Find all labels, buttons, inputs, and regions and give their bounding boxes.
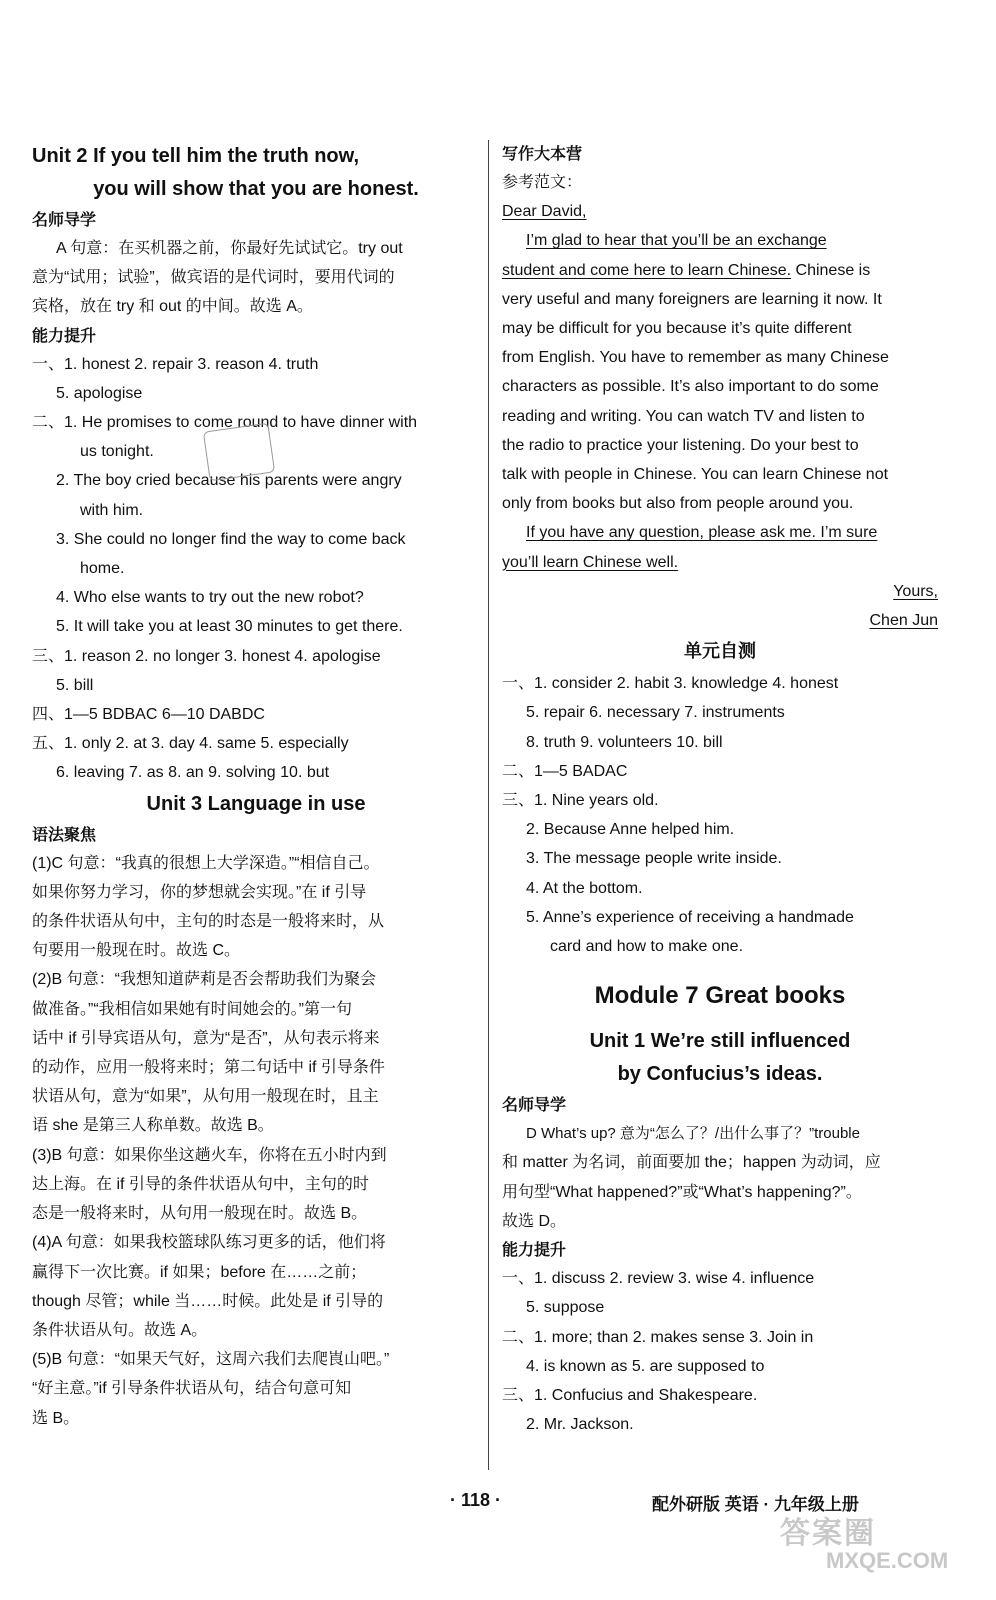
section-heading-mingshi: 名师导学 (32, 210, 97, 229)
essay-line: from English. You have to remember as many Chinese (502, 349, 889, 367)
unit3-title: Unit 3 Language in use (146, 792, 366, 815)
answer-line: 5. Anne’s experience of receiving a handmade (526, 908, 854, 926)
grammar-line: (1)C 句意：“我真的很想上大学深造。”“相信自己。 (32, 854, 380, 872)
answer-line: 5. suppose (526, 1299, 605, 1317)
grammar-line: “好主意。”if 引导条件状语从句，结合句意可知 (32, 1380, 352, 1398)
stamp-mark (203, 423, 275, 482)
essay-line: may be difficult for you because it’s quite different (502, 320, 852, 338)
answer-line: us tonight. (80, 443, 154, 461)
answer-line: 一、1. consider 2. habit 3. knowledge 4. honest (502, 675, 839, 693)
grammar-line: 如果你努力学习，你的梦想就会实现。”在 if 引导 (32, 883, 367, 901)
essay-text: Chinese is (791, 261, 871, 279)
answer-line: 8. truth 9. volunteers 10. bill (526, 733, 723, 751)
mingshi-line: 和 matter 为名词，前面要加 the；happen 为动词，应 (502, 1154, 881, 1172)
answer-line: 三、1. Confucius and Shakespeare. (502, 1386, 758, 1404)
answer-line: 二、1. more; than 2. makes sense 3. Join in (502, 1328, 814, 1346)
grammar-line: (3)B 句意：如果你坐这趟火车，你将在五小时内到 (32, 1146, 387, 1164)
answer-line: card and how to make one. (550, 938, 744, 956)
essay-line: reading and writing. You can watch TV and listen to (502, 407, 865, 425)
letter-signature-text: Chen Jun (869, 612, 938, 630)
essay-line (502, 548, 938, 577)
answer-line: 三、1. Nine years old. (502, 792, 659, 810)
answer-line: home. (80, 560, 125, 578)
mingshi-line: 宾格，放在 try 和 out 的中间。故选 A。 (32, 298, 313, 316)
essay-line (502, 256, 938, 285)
grammar-line: 达上海。在 if 引导的条件状语从句中，主句的时 (32, 1175, 369, 1193)
column-divider (488, 140, 489, 1470)
letter-salutation: Dear David, (502, 203, 587, 221)
grammar-line: 的动作，应用一般将来时；第二句话中 if 引导条件 (32, 1059, 385, 1077)
grammar-line: 做准备。”“我相信如果她有时间她会的。”第一句 (32, 1000, 352, 1018)
mingshi-line: 意为“试用；试验”，做宾语的是代词时，要用代词的 (32, 269, 395, 287)
answer-line: 2. Mr. Jackson. (526, 1416, 634, 1434)
answer-line: 二、1. He promises to come round to have dinner with (32, 414, 418, 432)
left-column (32, 140, 480, 1433)
answer-line: 4. is known as 5. are supposed to (526, 1357, 765, 1375)
answer-line: 一、1. discuss 2. review 3. wise 4. influence (502, 1270, 815, 1288)
sample-label: 参考范文： (502, 174, 583, 191)
answer-line: 6. leaving 7. as 8. an 9. solving 10. but (56, 764, 330, 782)
letter-closing-text: Yours, (893, 582, 938, 600)
answer-line: 5. apologise (56, 384, 143, 402)
answer-line: 5. repair 6. necessary 7. instruments (526, 704, 785, 722)
book-title: 配外研版 英语 · 九年级上册 (652, 1495, 859, 1514)
answer-line: 四、1—5 BDBAC 6—10 DABDC (32, 706, 265, 724)
section-heading-nengli: 能力提升 (502, 1240, 567, 1260)
grammar-line: 条件状语从句。故选 A。 (32, 1321, 208, 1339)
essay-line: If you have any question, please ask me. I’m sure (526, 524, 878, 542)
grammar-line: 的条件状语从句中，主句的时态是一般将来时，从 (32, 913, 385, 931)
grammar-line: (2)B 句意：“我想知道萨莉是否会帮助我们为聚会 (32, 971, 377, 989)
essay-line: the radio to practice your listening. Do your best to (502, 436, 859, 454)
answer-line: with him. (80, 501, 144, 519)
right-column (502, 140, 938, 1439)
section-heading-xiezuo: 写作大本营 (502, 144, 583, 163)
essay-underlined: student and come here to learn Chinese. (502, 261, 792, 279)
grammar-line: 句要用一般现在时。故选 C。 (32, 942, 241, 960)
essay-line: very useful and many foreigners are learning it now. It (502, 290, 882, 308)
section-heading-nengli: 能力提升 (32, 325, 97, 345)
module7-title: Module 7 Great books (594, 982, 846, 1010)
letter-signature (502, 606, 938, 635)
answer-line: 5. bill (56, 676, 94, 694)
answer-line: 2. Because Anne helped him. (526, 821, 735, 839)
answer-line: 4. At the bottom. (526, 879, 643, 897)
mingshi-line: A 句意：在买机器之前，你最好先试试它。try out (56, 240, 403, 257)
section-heading-danyuan: 单元自测 (684, 641, 756, 663)
grammar-line: 赢得下一次比赛。if 如果；before 在……之前； (32, 1263, 367, 1281)
letter-closing (502, 577, 938, 606)
answer-line: 5. It will take you at least 30 minutes to get there. (56, 618, 403, 636)
answer-line: 2. The boy cried because his parents were angry (56, 472, 402, 490)
unit2-title-line1: Unit 2 If you tell him the truth now, (32, 145, 360, 167)
grammar-line: 选 B。 (32, 1409, 80, 1427)
section-heading-mingshi: 名师导学 (502, 1095, 567, 1115)
answer-line: 一、1. honest 2. repair 3. reason 4. truth (32, 355, 319, 373)
answer-line: 4. Who else wants to try out the new robot? (56, 589, 364, 607)
grammar-line: 态是一般将来时，从句用一般现在时。故选 B。 (32, 1205, 368, 1223)
grammar-line: (4)A 句意：如果我校篮球队练习更多的话，他们将 (32, 1234, 386, 1252)
grammar-line: (5)B 句意：“如果天气好，这周六我们去爬崀山吧。” (32, 1351, 390, 1369)
essay-underlined: you’ll learn Chinese well. (502, 553, 679, 571)
grammar-line: 语 she 是第三人称单数。故选 B。 (32, 1117, 274, 1135)
unit2-title-line2: you will show that you are honest. (93, 178, 419, 200)
grammar-line: 状语从句，意为“如果”，从句用一般现在时，且主 (32, 1088, 379, 1106)
mingshi-line: D What’s up? 意为“怎么了？/出什么事了？”trouble (526, 1125, 860, 1143)
answer-line: 3. She could no longer find the way to come back (56, 530, 406, 548)
m7-unit1-title-line2: by Confucius’s ideas. (617, 1063, 823, 1086)
answer-line: 二、1—5 BADAC (502, 762, 628, 780)
section-heading-yufa: 语法聚焦 (32, 824, 97, 844)
answer-line: 五、1. only 2. at 3. day 4. same 5. especially (32, 735, 349, 753)
m7-unit1-title-line1: Unit 1 We’re still influenced (589, 1030, 851, 1053)
page-number: · 118 · (450, 1490, 502, 1510)
answer-line: 3. The message people write inside. (526, 850, 782, 868)
grammar-line: 话中 if 引导宾语从句，意为“是否”，从句表示将来 (32, 1029, 380, 1047)
watermark-logo: 答案圈 (780, 1517, 876, 1550)
essay-line: talk with people in Chinese. You can learn Chinese not (502, 466, 889, 484)
mingshi-line: 用句型“What happened?”或“What’s happening?”。 (502, 1183, 862, 1201)
answer-line: 三、1. reason 2. no longer 3. honest 4. apologise (32, 647, 381, 665)
mingshi-line: 故选 D。 (502, 1212, 567, 1230)
grammar-line: though 尽管；while 当……时候。此处是 if 引导的 (32, 1292, 384, 1310)
essay-line: I’m glad to hear that you’ll be an exchange (526, 232, 827, 250)
watermark-logo: MXQE.COM (826, 1548, 949, 1573)
essay-line: characters as possible. It’s also important to do some (502, 378, 879, 396)
essay-line: only from books but also from people around you. (502, 495, 854, 513)
